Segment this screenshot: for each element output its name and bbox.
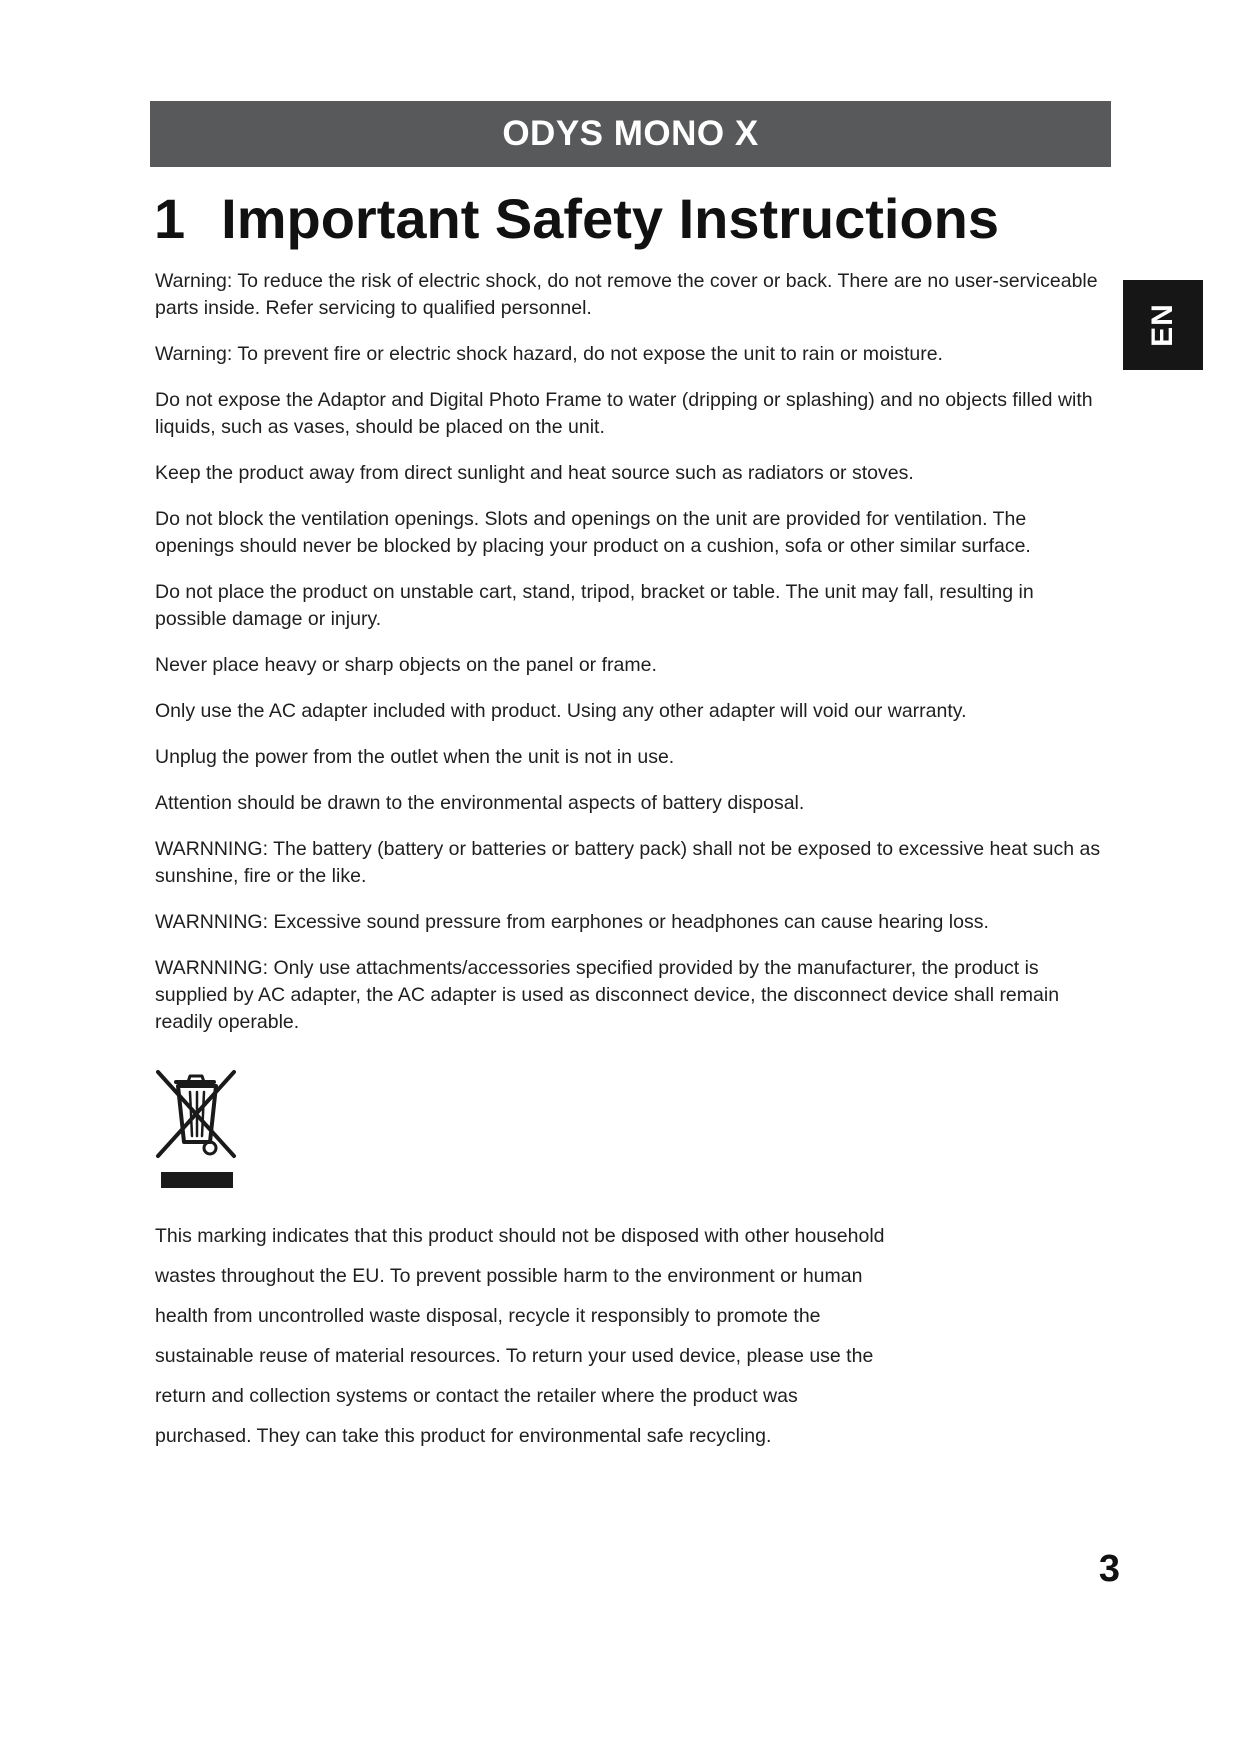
- safety-paragraph: Only use the AC adapter included with product. Using any other adapter will void our warranty.: [155, 700, 967, 722]
- safety-paragraph: WARNNING: Only use attachments/accessories specified provided by the manufacturer, the product is supplied by AC adapter, the AC adapter is used as disconnect device, the disconnect device shall remain readily operable.: [155, 957, 1060, 1033]
- safety-paragraph: Keep the product away from direct sunlight and heat source such as radiators or stoves.: [155, 462, 914, 484]
- safety-paragraph: Attention should be drawn to the environmental aspects of battery disposal.: [155, 792, 805, 814]
- safety-paragraph: Do not block the ventilation openings. Slots and openings on the unit are provided for ventilation. The openings should never be blocked by placing your product on a cushion, sofa or other similar surface.: [155, 508, 1031, 557]
- header-bar: [150, 101, 1111, 167]
- safety-paragraph: WARNNING: The battery (battery or batteries or battery pack) shall not be exposed to excessive heat such as sunshine, fire or the like.: [155, 838, 1101, 887]
- safety-paragraph: Unplug the power from the outlet when the unit is not in use.: [155, 746, 675, 768]
- page-title: [154, 186, 999, 251]
- safety-paragraph: Warning: To reduce the risk of electric shock, do not remove the cover or back. There are no user-serviceable parts inside. Refer servicing to qualified personnel.: [155, 270, 1098, 319]
- page-number: 3: [1098, 1548, 1120, 1590]
- language-tab-label: EN: [1146, 303, 1179, 347]
- section-number: 1: [154, 187, 186, 250]
- recycling-notice: [155, 1216, 975, 1456]
- safety-paragraph: Never place heavy or sharp objects on the panel or frame.: [155, 654, 657, 676]
- recycling-line: health from uncontrolled waste disposal, recycle it responsibly to promote the: [155, 1305, 821, 1327]
- language-tab: [1123, 280, 1203, 370]
- recycling-line: return and collection systems or contact the retailer where the product was: [155, 1385, 798, 1407]
- safety-paragraph: WARNNING: Excessive sound pressure from earphones or headphones can cause hearing loss.: [155, 911, 989, 933]
- recycling-line: sustainable reuse of material resources. To return your used device, please use the: [155, 1345, 874, 1367]
- recycling-line: This marking indicates that this product should not be disposed with other household: [155, 1225, 885, 1247]
- safety-paragraph: Do not place the product on unstable cart, stand, tripod, bracket or table. The unit may fall, resulting in possible damage or injury.: [155, 581, 1034, 630]
- product-name: ODYS MONO X: [502, 114, 759, 153]
- section-title: Important Safety Instructions: [221, 187, 1000, 250]
- crossed-out-wheelie-bin-icon: [154, 1068, 238, 1190]
- safety-paragraph: Warning: To prevent fire or electric shock hazard, do not expose the unit to rain or moisture.: [155, 343, 943, 365]
- safety-paragraph: Do not expose the Adaptor and Digital Photo Frame to water (dripping or splashing) and no objects filled with liquids, such as vases, should be placed on the unit.: [155, 389, 1093, 438]
- safety-instructions: [155, 268, 1105, 1055]
- recycling-line: purchased. They can take this product for environmental safe recycling.: [155, 1425, 772, 1447]
- recycling-line: wastes throughout the EU. To prevent possible harm to the environment or human: [155, 1265, 863, 1287]
